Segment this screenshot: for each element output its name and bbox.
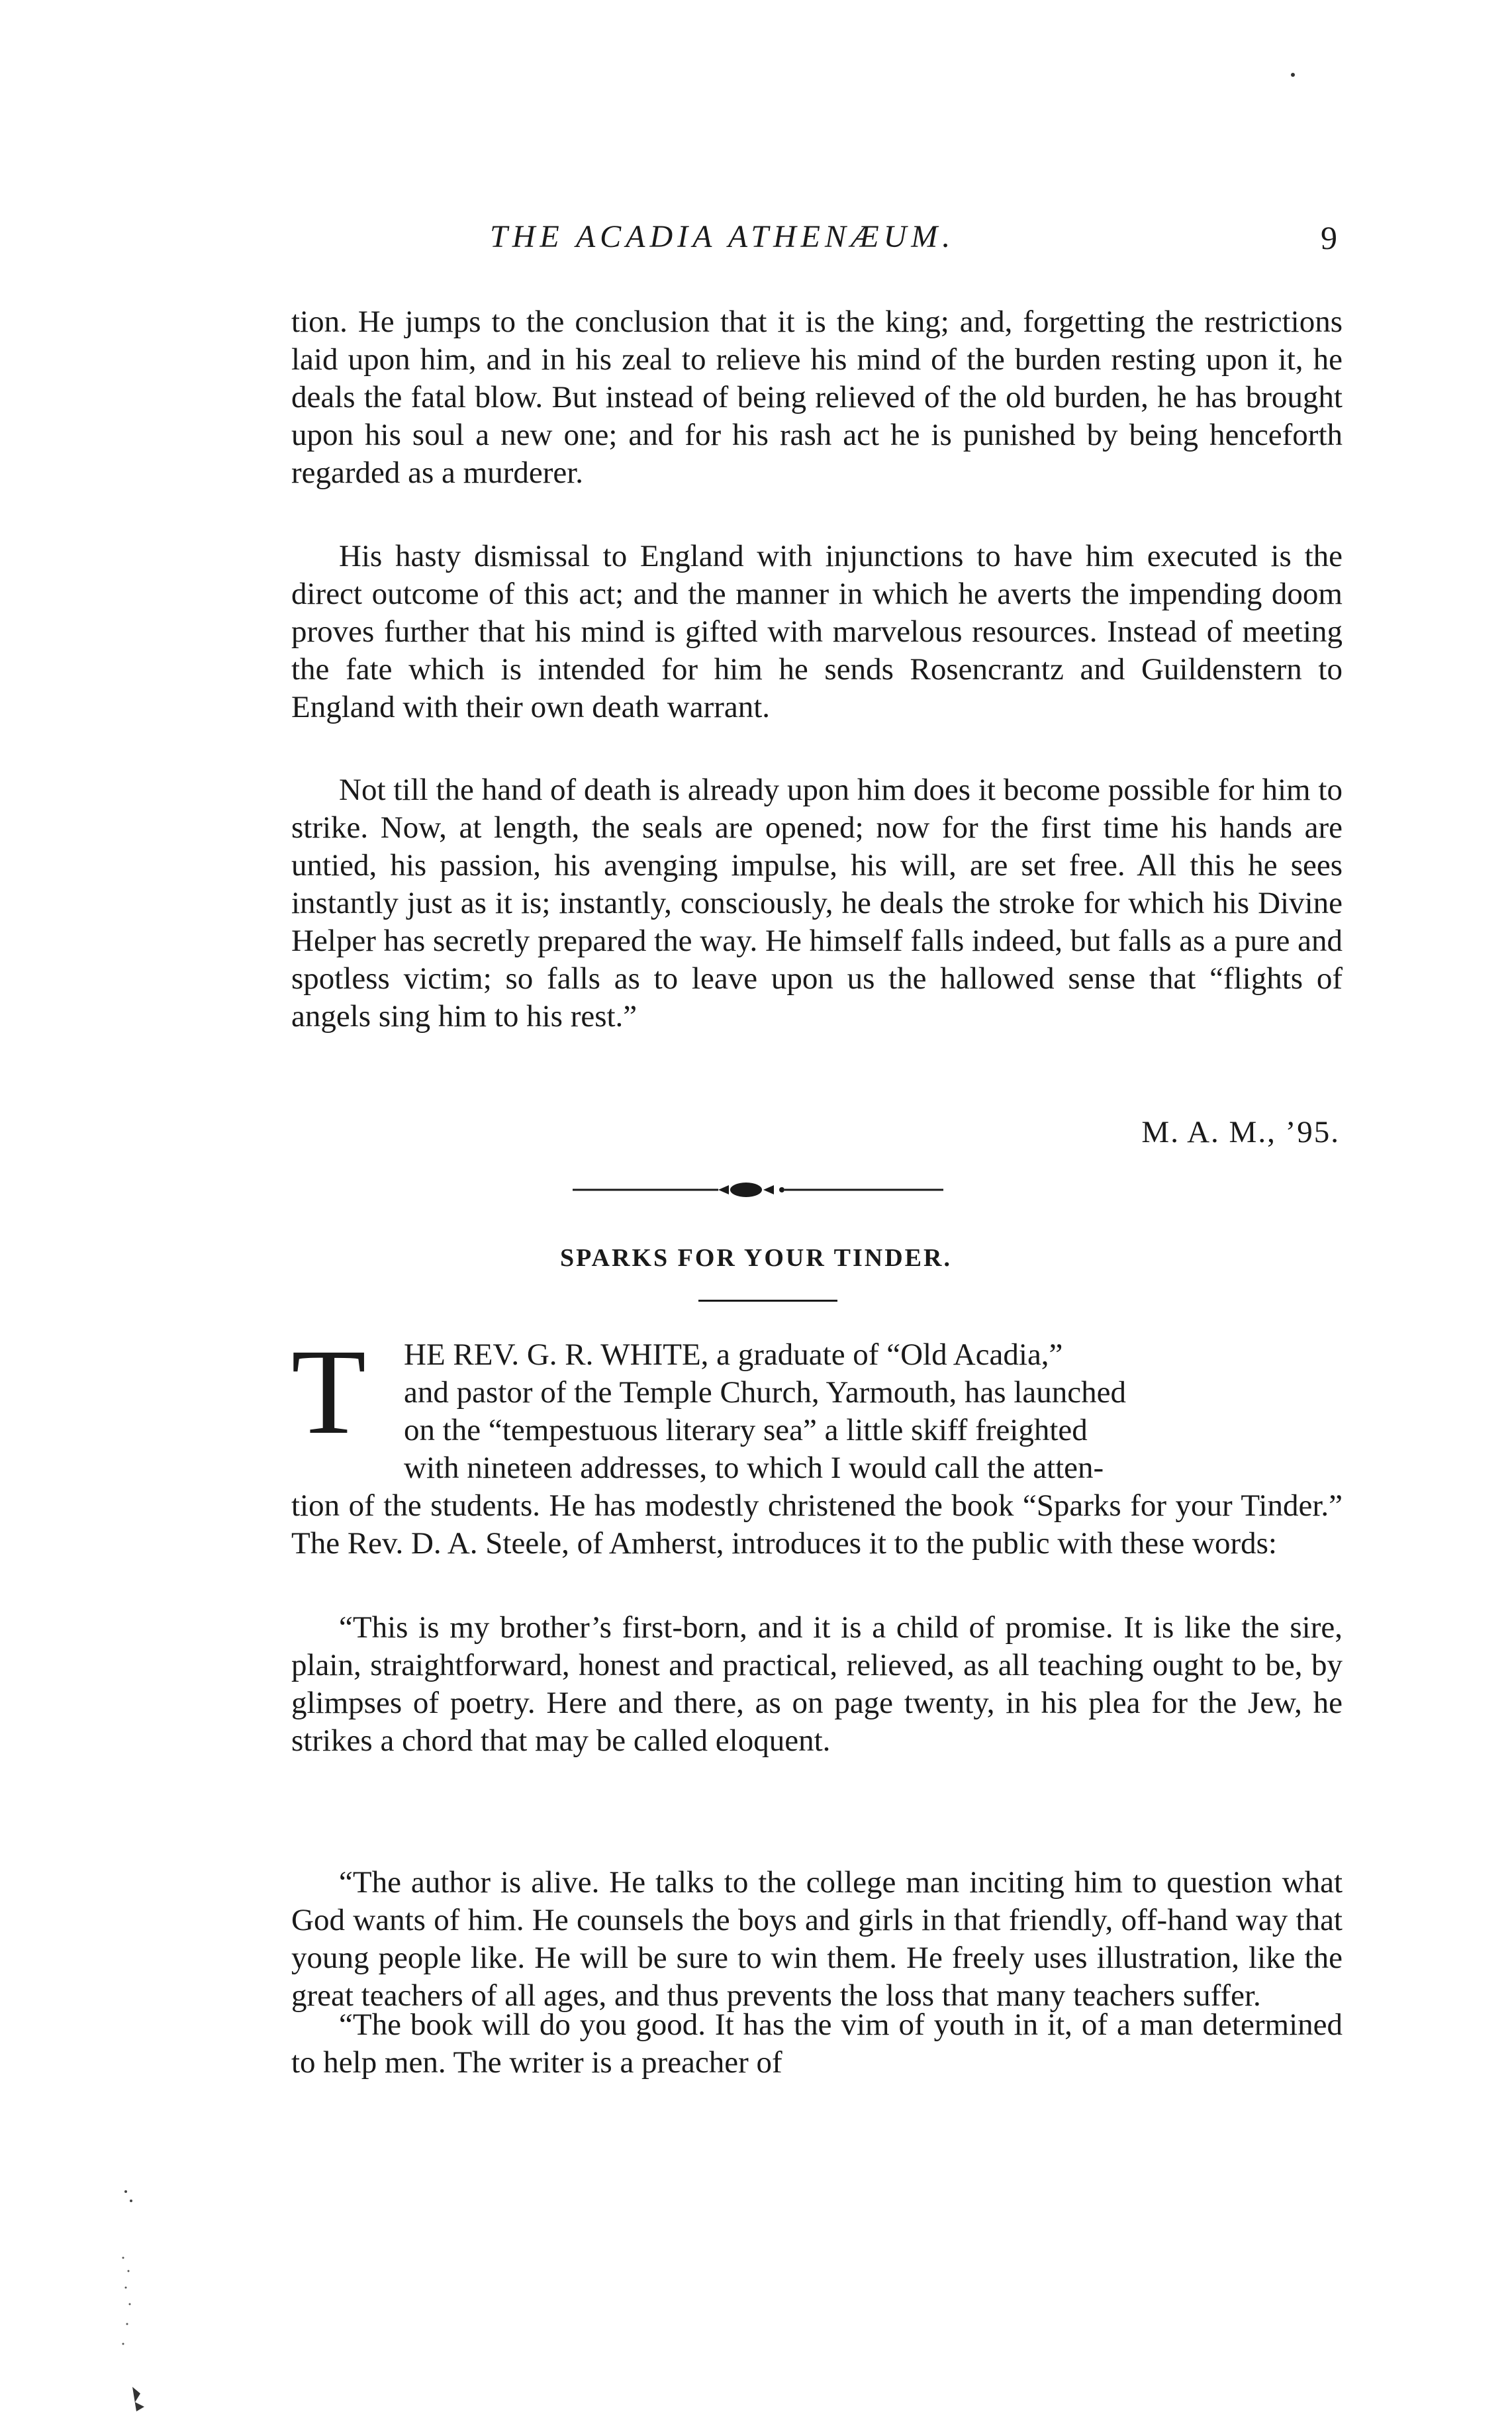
section-divider-ornament: [573, 1179, 943, 1201]
drop-cap-line: on the “tempestuous literary sea” a little skiff freighted: [404, 1413, 1088, 1447]
article-title: SPARKS FOR YOUR TINDER.: [560, 1244, 952, 1272]
paragraph: tion. He jumps to the conclusion that it is the king; and, forgetting the restrictions laid upon him, and in his zeal to relieve his mind of the burden resting upon it, he deals the fatal blow. But instead of being relieved of the old burden, he has brought upon his soul a new one; and for his rash act he is punished by being henceforth regarded as a murderer.: [291, 305, 1343, 490]
stray-mark: [1291, 73, 1295, 77]
drop-cap-line: and pastor of the Temple Church, Yarmouth, has launched: [404, 1375, 1126, 1410]
author-signature: M. A. M., ’95.: [1141, 1115, 1340, 1149]
title-rule: [698, 1300, 837, 1302]
paragraph: “The book will do you good. It has the vim of youth in it, of a man determined to help men. The writer is a preacher of: [291, 2008, 1343, 2080]
paragraph: His hasty dismissal to England with injunctions to have him executed is the direct outcome of this act; and the manner in which he averts the impending doom proves further that his mind is gifted with marvelous resources. Instead of meeting the fate which is intended for him he sends Rosencrantz and Guildenstern to England with their own death warrant.: [291, 539, 1343, 724]
drop-cap-line: with nineteen addresses, to which I would call the atten-: [404, 1451, 1104, 1485]
paragraph: “This is my brother’s first-born, and it is a child of promise. It is like the sire, plain, straightforward, honest and practical, relieved, as all teaching ought to be, by glimpses of poetry. Here and there, as on page twenty, in his plea for the Jew, he strikes a chord that may be called eloquent.: [291, 1610, 1343, 1758]
running-title: THE ACADIA ATHENÆUM.: [490, 219, 955, 254]
binding-margin-marks: [93, 2178, 172, 2417]
paragraph: Not till the hand of death is already upon him does it become possible for him to strike. Now, at length, the seals are opened; now for the first time his hands are untied, his passion, his avenging impulse, his will, are set free. All this he sees instantly just as it is; instantly, consciously, he deals the stroke for which his Divine Helper has secretly prepared the way. He himself falls indeed, but falls as a pure and spotless victim; so falls as to leave upon us the hallowed sense that “flights of angels sing him to his rest.”: [291, 773, 1343, 1034]
drop-cap: T: [291, 1324, 367, 1460]
paragraph: tion of the students. He has modestly christened the book “Sparks for your Tinder.” The Rev. D. A. Steele, of Amherst, introduces it to the public with these words:: [291, 1488, 1343, 1561]
page-number: 9: [1321, 219, 1337, 256]
page-header: [291, 218, 1343, 271]
drop-cap-line: HE REV. G. R. WHITE, a graduate of “Old Acadia,”: [404, 1337, 1063, 1372]
paragraph: “The author is alive. He talks to the college man inciting him to question what God wants of him. He counsels the boys and girls in that friendly, off-hand way that young people like. He will be sure to win them. He freely uses illustration, like the great teachers of all ages, and thus prevents the loss that many teachers suffer.: [291, 1865, 1343, 2013]
